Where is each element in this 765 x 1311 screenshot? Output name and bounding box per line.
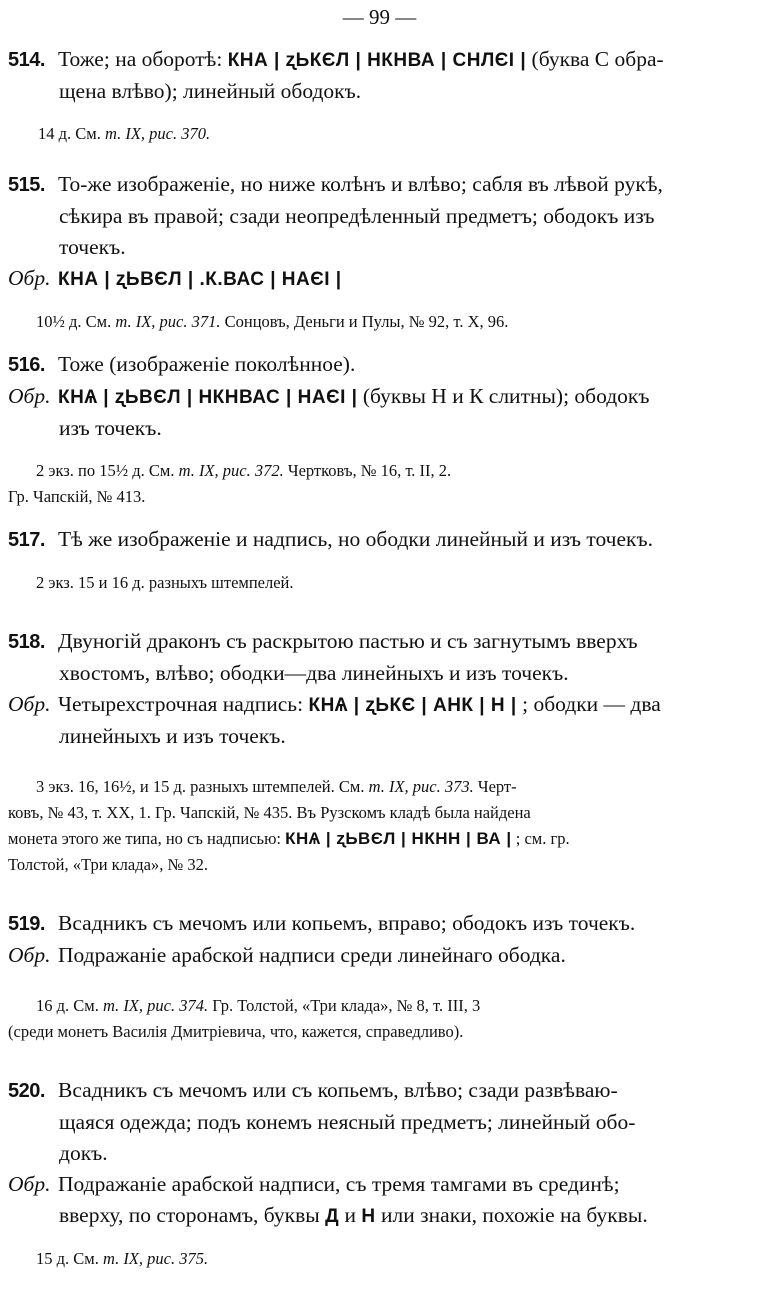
note-text: Черт- [473,777,517,796]
letter-d: Д [325,1206,340,1227]
reference-note: Гр. Чапскій, № 413. [8,487,146,506]
coin-legend: КНѦ | ʐЬКЄ | АНК | Н | [308,695,517,716]
entry-line: щена влѣво); линейный ободокъ. [59,79,362,103]
entry-line: изъ точекъ. [59,416,162,440]
entry-518 [8,626,751,878]
entry-line [8,1200,751,1232]
entry-line [8,1075,751,1107]
entry-line: докъ. [59,1141,108,1165]
entry-line: линейныхъ и изъ точекъ. [59,724,286,748]
entry-line [8,524,751,556]
reference-note [8,774,751,800]
entry-line: хвостомъ, влѣво; ободки—два линейныхъ и изъ точекъ. [59,661,569,685]
note-text: 15 д. См. [36,1249,103,1268]
note-text: 14 д. См. [38,124,105,143]
reference-note [8,309,751,335]
entry-number: 518. [8,631,45,653]
entry-text: или знаки, похожіе на буквы. [375,1203,648,1227]
entry-number: 516. [8,354,45,376]
reference-note [8,993,751,1019]
entry-text: Тоже (изображеніе поколѣнное). [58,352,356,376]
entry-text: и [339,1203,362,1227]
note-text: Гр. Толстой, «Три клада», № 8, т. III, 3 [208,996,481,1015]
entry-text: (буква С обра- [526,47,664,71]
obverse-label: Обр. [8,1172,51,1196]
note-text: 3 экз. 16, 16½, и 15 д. разныхъ штемпелей. См. [36,777,369,796]
obverse-label: Обр. [8,384,51,408]
entry-520 [8,1075,751,1272]
entry-line [8,940,751,971]
reference-note: ковъ, № 43, т. XX, 1. Гр. Чапскій, № 435. Въ Рузскомъ кладѣ была найдена [8,803,531,822]
plate-reference: т. IX, рис. 375. [102,1249,209,1268]
obverse-label: Обр. [8,943,51,967]
entry-line: щаяся одежда; подъ конемъ неясный предметъ; линейный обо- [59,1110,636,1134]
note-text: монета этого же типа, но съ надписью: [8,829,286,848]
entry-line [8,689,751,721]
note-text: ; см. гр. [511,829,570,848]
entry-text: То-же изображеніе, но ниже колѣнъ и влѣво; сабля въ лѣвой рукѣ, [58,172,663,196]
plate-reference: т. IX, рис. 374. [102,996,209,1015]
reference-note [8,826,751,852]
entry-number: 520. [8,1080,45,1102]
entry-line: сѣкира въ правой; сзади неопредѣленный предметъ; ободокъ изъ [59,204,655,228]
entry-text: Подражаніе арабской надписи среди линейнаго ободка. [58,943,566,967]
entry-line: точекъ. [59,235,126,259]
entry-text: вверху, по сторонамъ, буквы [59,1203,326,1227]
coin-legend: КНѦ | ʐЬВЄЛ | НКНН | ВА | [285,829,512,848]
reference-note [8,1246,751,1272]
reference-note: Толстой, «Три клада», № 32. [8,855,208,874]
entry-number: 515. [8,174,45,196]
note-text: 10½ д. См. [36,312,116,331]
reference-note [8,121,751,147]
plate-reference: т. IX, рис. 371. [115,312,221,331]
entry-text: Всадникъ съ мечомъ или съ копьемъ, влѣво; сзади развѣваю- [58,1078,618,1102]
entry-515 [8,169,751,335]
entry-line [8,169,751,201]
reference-note: (среди монетъ Василія Дмитріевича, что, кажется, справедливо). [8,1022,464,1041]
page-number: — 99 — [342,5,417,29]
note-text: 16 д. См. [36,996,103,1015]
entry-text: ; ободки — два [516,692,661,716]
coin-legend: КНА | ʐЬВЄЛ | .К.ВАС | НАЄІ | [58,269,342,290]
reference-note [8,458,751,484]
entry-line [8,44,751,76]
entry-text: Четырехстрочная надпись: [58,692,309,716]
entry-text: (буквы Н и К слитны); ободокъ [357,384,650,408]
note-text: 2 экз. по 15½ д. См. [36,461,179,480]
entry-text: Двуногій драконъ съ раскрытою пастью и съ загнутымъ вверхъ [58,629,638,653]
coin-legend: КНА | ʐЬКЄЛ | НКНВА | СНЛЄІ | [227,50,527,71]
entry-519 [8,908,751,1045]
entry-number: 517. [8,529,45,551]
note-text: Сонцовъ, Деньги и Пулы, № 92, т. X, 96. [220,312,509,331]
obverse-label: Обр. [8,692,51,716]
coin-legend: КНѦ | ʐЬВЄЛ | НКНВАС | НАЄІ | [58,387,358,408]
entry-line [8,263,751,295]
entry-line [8,1169,751,1200]
entry-text: Всадникъ съ мечомъ или копьемъ, вправо; ободокъ изъ точекъ. [58,911,636,935]
entry-514 [8,44,751,147]
note-text: Чертковъ, № 16, т. II, 2. [283,461,452,480]
entry-line [8,626,751,658]
entry-text: Тѣ же изображеніе и надпись, но ободки линейный и изъ точекъ. [58,527,653,551]
letter-n: Н [361,1206,376,1227]
reference-note: 2 экз. 15 и 16 д. разныхъ штемпелей. [36,573,294,592]
entry-text: Тоже; на оборотѣ: [58,47,228,71]
entry-line [8,349,751,381]
entry-text: Подражаніе арабской надписи, съ тремя тамгами въ срединѣ; [58,1172,620,1196]
plate-reference: т. IX, рис. 372. [178,461,284,480]
entry-516 [8,349,751,510]
entry-number: 519. [8,913,45,935]
plate-reference: т. IX, рис. 370. [104,124,211,143]
entry-line [8,381,751,413]
entry-number: 514. [8,49,45,71]
entry-517 [8,524,751,596]
entry-line [8,908,751,940]
obverse-label: Обр. [8,266,51,290]
plate-reference: т. IX, рис. 373. [368,777,474,796]
